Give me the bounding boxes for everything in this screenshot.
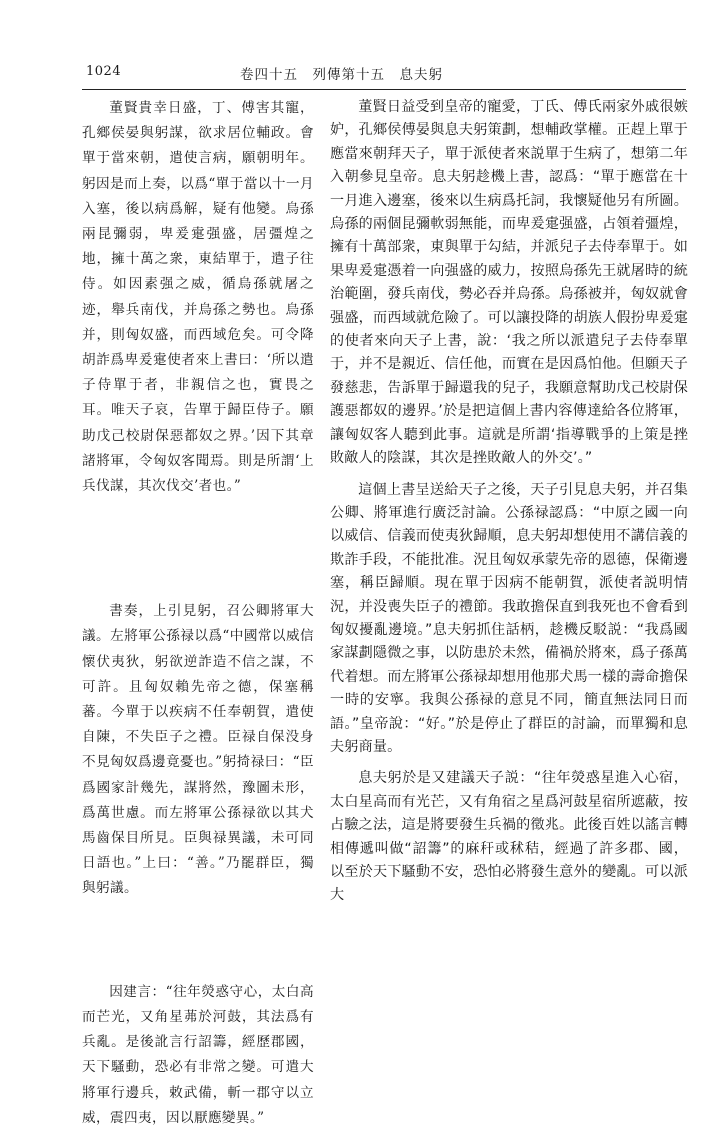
- header-rule: [82, 89, 686, 90]
- translation-paragraph: 這個上書呈送給天子之後，天子引見息夫躬，并召集公卿、將軍進行廣泛討論。公孫禄認爲：“中原之國一向以威信、信義而使夷狄歸順，息夫躬却想使用不講信義的欺詐手段，不能批准。況且匈奴承蒙先帝的恩德，保衛邊塞，稱臣歸順。現在單于因病不能朝賀，派使者説明情況，并没喪失臣子的禮節。我敢擔保直到我死也不會看到匈奴擾亂邊境。”息夫躬抓住話柄，趁機反駁説：“我爲國家謀劃隱微之事，以防患於未然，備禍於將來，爲子孫萬代着想。而左將軍公孫禄却想用他那犬馬一樣的壽命擔保一時的安寧。我與公孫禄的意見不同，簡直無法同日而語。”皇帝說：“好。”於是停止了群臣的討論，而單獨和息夫躬商量。: [330, 481, 688, 755]
- classical-text-column: [82, 96, 314, 1131]
- running-head: 卷四十五 列傳第十五 息夫躬: [240, 67, 443, 83]
- modern-translation-column: [330, 96, 688, 908]
- classical-paragraph: 董賢貴幸日盛，丁、傅害其寵，孔鄉侯晏與躬謀，欲求居位輔政。會單于當來朝，遣使言病，願朝明年。躬因是而上奏，以爲“單于當以十一月入塞，後以病爲解，疑有他變。烏孫兩昆彌弱，卑爰疐强盛，居彊煌之地，擁十萬之衆，東結單于，遣子往侍。如因素强之威，循烏孫就屠之迹，舉兵南伐，并烏孫之勢也。烏孫并，則匈奴盛，而西域危矣。可令降胡詐爲卑爰疐使者來上書曰：‘所以遣子侍單于者，非親信之也，實畏之耳。唯天子哀，告單于歸臣侍子。願助戊己校尉保惡都奴之界。’因下其章諸將軍，令匈奴客聞焉。則是所謂‘上兵伐謀，其次伐交’者也。”: [82, 100, 314, 495]
- page-number: 1024: [86, 64, 122, 79]
- translation-paragraph: 董賢日益受到皇帝的寵愛，丁氏、傅氏兩家外戚很嫉妒，孔鄉侯傅晏與息夫躬策劃，想輔政掌權。正趕上單于應當來朝拜天子，單于派使者來説單于生病了，想第二年入朝參見皇帝。息夫躬趁機上書，認爲：“單于應當在十一月進入邊塞，後來以生病爲托詞，我懷疑他另有所圖。烏孫的兩個昆彌軟弱無能，而卑爰疐强盛，占領着彊煌，擁有十萬部衆，東與單于勾結，并派兒子去侍奉單于。如果卑爰疐憑着一向强盛的威力，按照烏孫先王就屠時的統治範圍，發兵南伐，勢必吞并烏孫。烏孫被并，匈奴就會强盛，而西域就危險了。可以讓投降的胡族人假扮卑爰疐的使者來向天子上書，說：‘我之所以派遣兒子去侍奉單于，并不是親近、信任他，而實在是因爲怕他。但願天子發慈悲，告訴單于歸還我的兒子，我願意幫助戊己校尉保護惡都奴的邊界。’於是把這個上書内容傳達給各位將軍，讓匈奴客人聽到此事。這就是所謂‘指導戰爭的上策是挫敗敵人的陰謀，其次是挫敗敵人的外交’。”: [330, 99, 688, 467]
- classical-paragraph: 因建言：“往年熒惑守心，太白高而芒光，又角星茀於河鼓，其法爲有兵亂。是後訛言行詔籌，經歷郡國，天下騷動，恐必有非常之變。可遣大將軍行邊兵，敕武備，斬一郡守以立威，震四夷，因以厭應變異。”: [82, 983, 314, 1126]
- classical-paragraph: 書奏，上引見躬，召公卿將軍大議。左將軍公孫禄以爲“中國常以威信懷伏夷狄，躬欲逆詐造不信之謀，不可許。且匈奴賴先帝之德，保塞稱蕃。今單于以疾病不任奉朝賀，遣使自陳，不失臣子之禮。臣禄自保没身不見匈奴爲邊竟憂也。”躬掎禄曰：“臣爲國家計幾先，謀將然，豫圖未形，爲萬世慮。而左將軍公孫禄欲以其犬馬齒保目所見。臣與禄異議，未可同日語也。”上曰：“善。”乃罷群臣，獨與躬議。: [82, 603, 314, 897]
- translation-paragraph: 息夫躬於是又建議天子説：“往年熒惑星進入心宿，太白星高而有光芒，又有角宿之星爲河鼓星宿所遮蔽，按占驗之法，這是將要發生兵禍的徵兆。此後百姓以謠言轉相傳遞叫做“詔籌”的麻秆或秫秸，經過了許多郡、國，以至於天下騷動不安，恐怕必將發生意外的變亂。可以派大: [330, 770, 688, 904]
